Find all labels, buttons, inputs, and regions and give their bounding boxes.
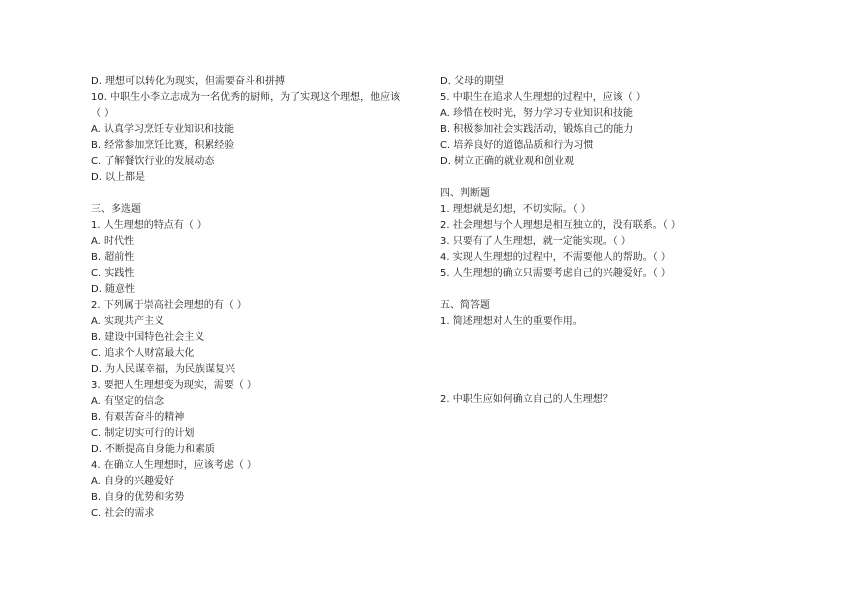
question-line: 4. 实现人生理想的过程中，不需要他人的帮助。（ ） (440, 252, 671, 263)
option-line: D. 以上都是 (91, 172, 146, 183)
option-line: A. 实现共产主义 (91, 316, 165, 327)
question-line: 3. 只要有了人生理想，就一定能实现。（ ） (440, 236, 631, 247)
answer-space (440, 330, 770, 392)
option-line: D. 随意性 (91, 284, 136, 295)
option-line: D. 为人民谋幸福，为民族谋复兴 (91, 364, 236, 375)
option-line: A. 认真学习烹饪专业知识和技能 (91, 124, 235, 135)
option-line: C. 制定切实可行的计划 (91, 428, 195, 439)
option-line: C. 社会的需求 (91, 508, 155, 519)
left-column (91, 74, 436, 522)
question-line: D. 理想可以转化为现实，但需要奋斗和拼搏 (91, 76, 286, 87)
question-line: 3. 要把人生理想变为现实，需要（ ） (91, 380, 257, 391)
question-line: 5. 人生理想的确立只需要考虑自己的兴趣爱好。（ ） (440, 268, 671, 279)
question-line: 1. 理想就是幻想，不切实际。（ ） (440, 204, 591, 215)
spacer (91, 186, 436, 202)
question-line: 1. 人生理想的特点有（ ） (91, 220, 207, 231)
question-line: 2. 社会理想与个人理想是相互独立的，没有联系。（ ） (440, 220, 681, 231)
option-line: D. 不断提高自身能力和素质 (91, 444, 216, 455)
option-line: A. 有坚定的信念 (91, 396, 165, 407)
option-line: B. 自身的优势和劣势 (91, 492, 185, 503)
option-line: B. 积极参加社会实践活动，锻炼自己的能力 (440, 124, 634, 135)
option-line: D. 父母的期望 (440, 76, 505, 87)
option-line: B. 经常参加烹饪比赛，积累经验 (91, 140, 235, 151)
question-line: 5. 中职生在追求人生理想的过程中，应该（ ） (440, 92, 646, 103)
spacer (440, 282, 770, 298)
section-title-short-answer: 五、简答题 (440, 300, 490, 311)
question-line: 2. 中职生应如何确立自己的人生理想？ (440, 394, 613, 405)
section-title-multiple-choice: 三、多选题 (91, 204, 141, 215)
question-line: 10. 中职生小李立志成为一名优秀的厨师，为了实现这个理想，他应该 (91, 92, 401, 103)
option-line: A. 自身的兴趣爱好 (91, 476, 175, 487)
spacer (440, 170, 770, 186)
option-line: B. 建设中国特色社会主义 (91, 332, 205, 343)
question-line: 1. 简述理想对人生的重要作用。 (440, 316, 583, 327)
question-line: （ ） (91, 108, 115, 119)
option-line: B. 有艰苦奋斗的精神 (91, 412, 185, 423)
option-line: B. 超前性 (91, 252, 135, 263)
option-line: D. 树立正确的就业观和创业观 (440, 156, 575, 167)
question-line: 2. 下列属于崇高社会理想的有（ ） (91, 300, 247, 311)
right-column (440, 74, 770, 408)
question-line: 4. 在确立人生理想时，应该考虑（ ） (91, 460, 257, 471)
option-line: C. 实践性 (91, 268, 135, 279)
option-line: C. 了解餐饮行业的发展动态 (91, 156, 215, 167)
option-line: A. 时代性 (91, 236, 135, 247)
option-line: C. 追求个人财富最大化 (91, 348, 195, 359)
section-title-true-false: 四、判断题 (440, 188, 490, 199)
option-line: C. 培养良好的道德品质和行为习惯 (440, 140, 594, 151)
option-line: A. 珍惜在校时光，努力学习专业知识和技能 (440, 108, 634, 119)
